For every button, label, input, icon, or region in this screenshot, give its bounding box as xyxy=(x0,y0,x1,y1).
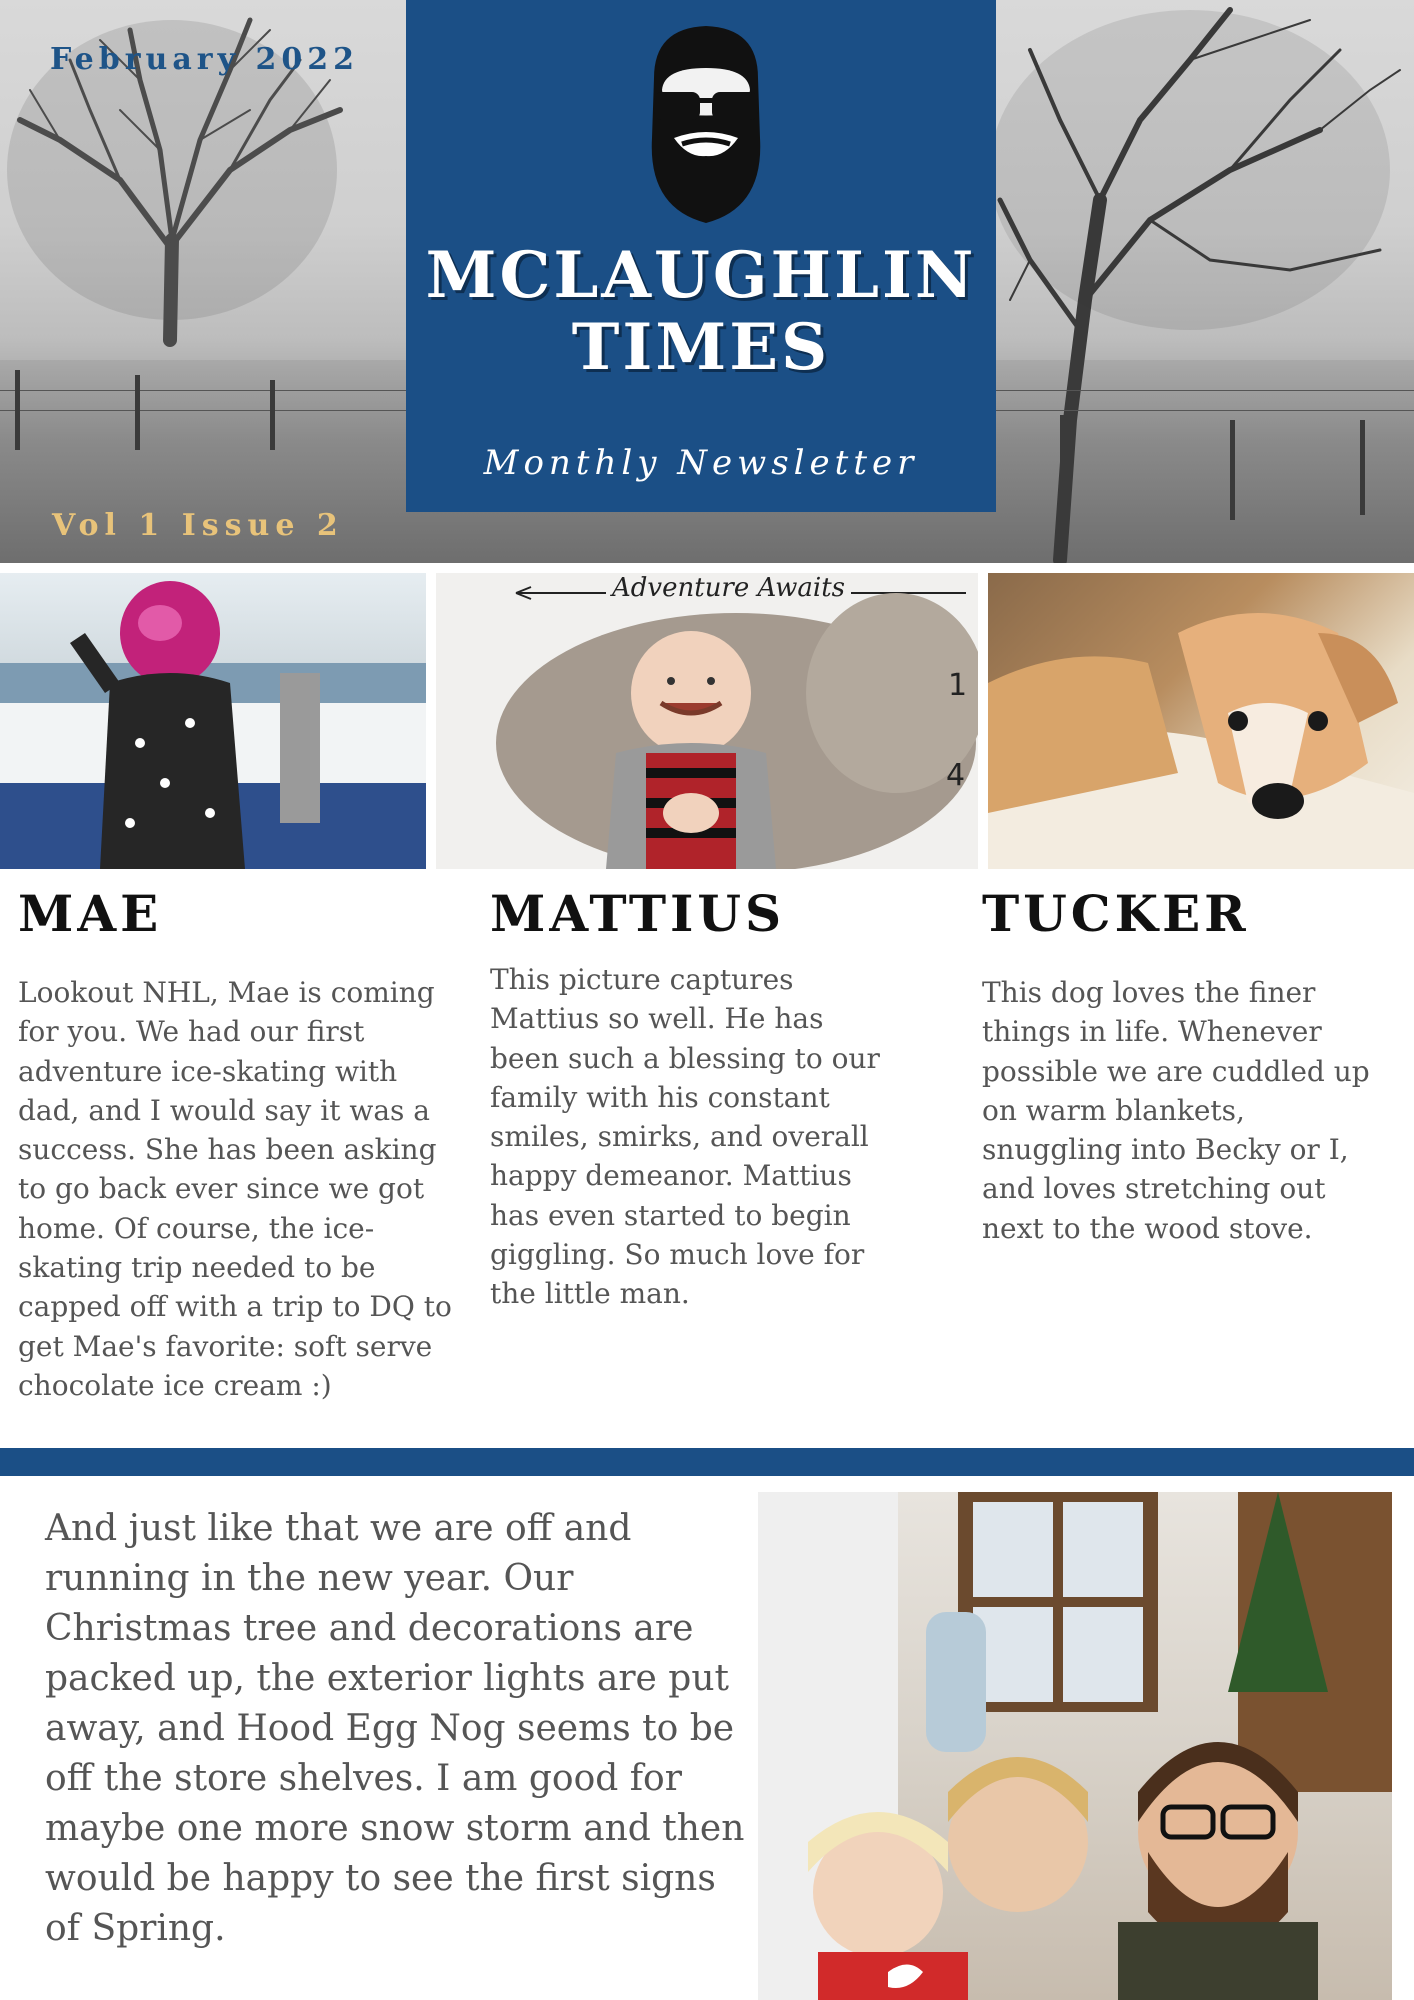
right-tree-illustration xyxy=(990,0,1414,563)
column-text-mattius: This picture captures Mattius so well. He has been such a blessing to our family with his constant smiles, smirks, and overall happy demeanor. Mattius has even started to begin giggling. So much love for the little man. xyxy=(490,963,880,1311)
family-photo xyxy=(758,1492,1392,2000)
section-divider xyxy=(0,1448,1414,1476)
adventure-banner-text: Adventure Awaits xyxy=(606,573,851,603)
fence-post xyxy=(15,370,20,450)
ice-rink-scene xyxy=(0,573,426,869)
baby-with-elephant-scene xyxy=(436,573,978,869)
fence-post xyxy=(1060,415,1065,525)
family-selfie-scene xyxy=(758,1492,1392,2000)
milestone-number-4: 4 xyxy=(946,758,966,793)
column-title-mae: MAE xyxy=(18,884,163,943)
intro-paragraph: And just like that we are off and running in the new year. Our Christmas tree and decorations are packed up, the exterior lights are put away, and Hood Egg Nog seems to be off the store shelves. I am good for maybe one more snow storm and then would be happy to see the first signs of Spring. xyxy=(45,1508,745,1949)
fence-post xyxy=(1360,420,1365,515)
milestone-number-1: 1 xyxy=(948,668,968,703)
masthead-box xyxy=(406,0,996,512)
title-line-2: TIMES xyxy=(571,310,831,385)
column-text-mae: Lookout NHL, Mae is coming for you. We had our first adventure ice-skating with dad, and I would say it was a success. She has been asking to go back ever since we got home. Of course, the ice-skating trip needed to be capped off with a trip to DQ to get Mae's favorite: soft serve chocolate ice cream :) xyxy=(18,976,452,1402)
column-title-mattius: MATTIUS xyxy=(490,884,786,943)
title-line-1: MCLAUGHLIN xyxy=(425,238,977,313)
photo-tucker-dog xyxy=(988,573,1414,869)
fence-post xyxy=(1230,420,1235,520)
photo-mattius-baby xyxy=(436,573,978,869)
issue-number: Vol 1 Issue 2 xyxy=(52,508,344,543)
bearded-man-logo xyxy=(624,18,788,228)
photo-mae-ice-skating xyxy=(0,573,426,869)
newsletter-subtitle: Monthly Newsletter xyxy=(483,443,919,483)
fence-post xyxy=(270,380,275,450)
fence-post xyxy=(135,375,140,450)
column-text-tucker: This dog loves the finer things in life. Whenever possible we are cuddled up on warm blankets, snuggling into Becky or I, and loves stretching out next to the wood stove. xyxy=(982,976,1370,1245)
column-title-tucker: TUCKER xyxy=(982,884,1250,943)
issue-date: February 2022 xyxy=(50,42,359,77)
newsletter-title xyxy=(406,240,996,384)
dog-on-blanket-scene xyxy=(988,573,1414,869)
header-banner xyxy=(0,0,1414,563)
